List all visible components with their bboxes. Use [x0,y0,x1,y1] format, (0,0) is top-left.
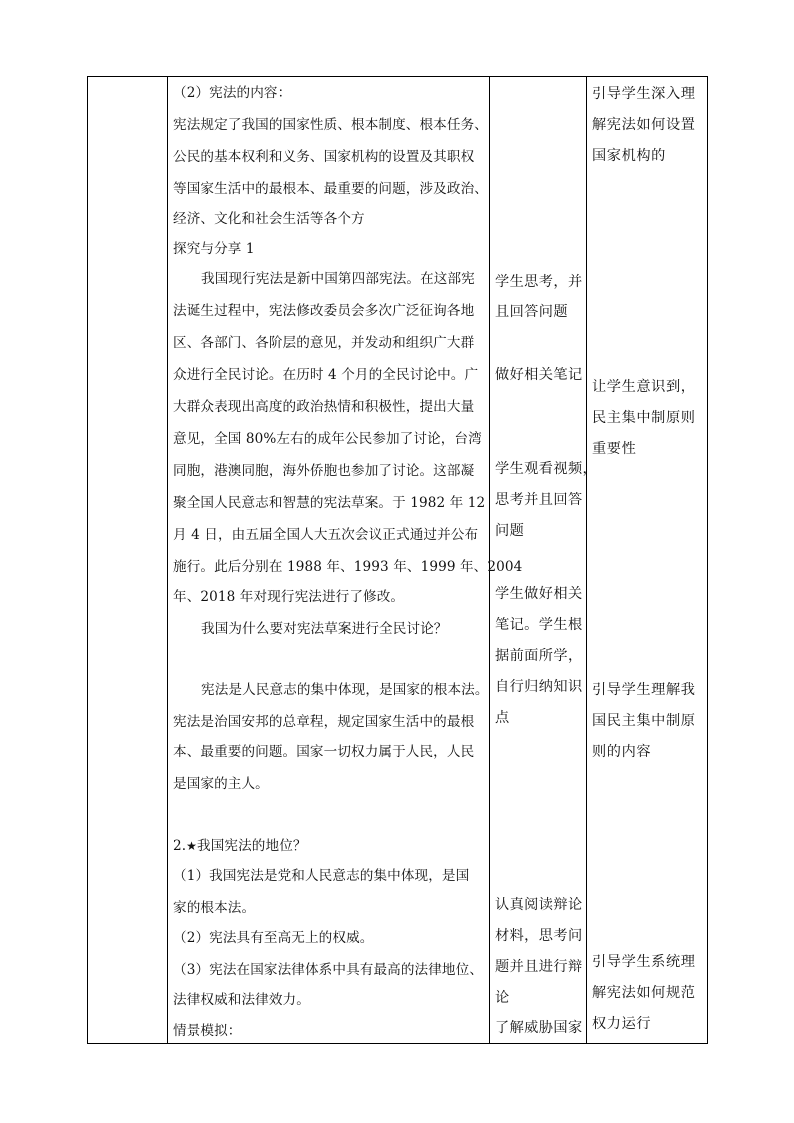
activity-line: 论 [495,990,510,1006]
table-row [88,77,708,1044]
intent-line: 国民主集中制原 [592,713,696,729]
content-line: 聚全国人民意志和智慧的宪法草案。于 1982 年 12 [173,495,486,511]
intent-line: 解宪法如何设置 [592,117,696,133]
content-line: 同胞，港澳同胞，海外侨胞也参加了讨论。这部凝 [173,463,475,479]
content-line: 等国家生活中的最根本、最重要的问题，涉及政治、 [173,181,488,197]
content-line: 意见，全国 80%左右的成年公民参加了讨论，台湾 [173,431,482,447]
activity-line: 笔记。学生根 [495,617,583,633]
section-heading-text: 我国宪法的地位？ [197,838,307,854]
teaching-content-cell [168,77,523,1044]
lesson-plan-table [87,76,708,1044]
activity-line: 据前面所学， [495,648,583,664]
activity-line: 问题 [495,523,525,539]
content-line: 是国家的主人。 [173,776,269,792]
content-line: 区、各部门、各阶层的意见，并发动和组织广大群 [173,335,475,351]
discussion-question: 我国为什么要对宪法草案进行全民讨论？ [201,621,448,637]
section-number: 2. [173,838,187,854]
design-intent-cell [587,77,708,1044]
activity-line: 点 [495,710,510,726]
student-activity-cell [490,77,598,1044]
content-line: （2）宪法具有至高无上的权威。 [173,930,374,946]
intent-line: 让学生意识到， [592,379,696,395]
content-line: 公民的基本权利和义务、国家机构的设置及其职权 [173,149,475,165]
content-line: 年、2018 年对现行宪法进行了修改。 [173,589,405,605]
content-line: 众进行全民讨论。在历时 4 个月的全民讨论中。广 [173,367,479,383]
activity-line: 了解威胁国家 [495,1020,583,1036]
content-line: 施行。此后分别在 1988 年、1993 年、1999 年、2004 [173,559,523,575]
activity-line: 且回答问题 [495,304,568,320]
content-line: 大群众表现出高度的政治热情和积极性，提出大量 [173,399,475,415]
activity-line: 学生做好相关 [495,586,583,602]
intent-line: 则的内容 [592,744,652,760]
content-line: 宪法是治国安邦的总章程，规定国家生活中的最根 [173,714,475,730]
activity-line: 学生思考，并 [495,274,583,290]
content-line: 情景模拟： [173,1023,242,1039]
content-line: （3）宪法在国家法律体系中具有最高的法律地位、 [173,962,484,978]
content-line: 法诞生过程中，宪法修改委员会多次广泛征询各地 [173,303,475,319]
star-icon: ★ [186,839,198,853]
content-line: 经济、文化和社会生活等各个方 [173,211,365,227]
intent-line: 引导学生系统理 [592,954,696,970]
content-line: 我国现行宪法是新中国第四部宪法。在这部宪 [201,271,475,287]
content-line: 家的根本法。 [173,900,256,916]
content-line: （1）我国宪法是党和人民意志的集中体现，是国 [173,868,470,884]
intent-line: 权力运行 [592,1016,652,1032]
intent-line: 重要性 [592,441,637,457]
section-heading [173,836,307,856]
intent-line: 引导学生理解我 [592,682,696,698]
content-line: 法律权威和法律效力。 [173,992,310,1008]
activity-line: 思考并且回答 [495,492,583,508]
activity-line: 学生观看视频， [495,461,598,477]
content-line: 月 4 日，由五届全国人大五次会议正式通过并公布 [173,527,479,543]
content-line: 本、最重要的问题。国家一切权力属于人民，人民 [173,744,475,760]
intent-line: 引导学生深入理 [592,86,696,102]
intent-line: 国家机构的 [592,148,666,164]
activity-line: 自行归纳知识 [495,679,583,695]
intent-line: 解宪法如何规范 [592,985,696,1001]
section-cell [88,77,168,1044]
activity-line: 认真阅读辩论 [495,897,583,913]
content-line: 宪法是人民意志的集中体现，是国家的根本法。 [201,682,489,698]
activity-line: 题并且进行辩 [495,959,583,975]
content-line: （2）宪法的内容： [173,85,292,101]
intent-line: 民主集中制原则 [592,410,696,426]
activity-line: 材料，思考问 [495,928,583,944]
content-line: 宪法规定了我国的国家性质、根本制度、根本任务、 [173,117,488,133]
content-line: 探究与分享 1 [173,241,255,257]
activity-line: 做好相关笔记 [495,367,583,383]
